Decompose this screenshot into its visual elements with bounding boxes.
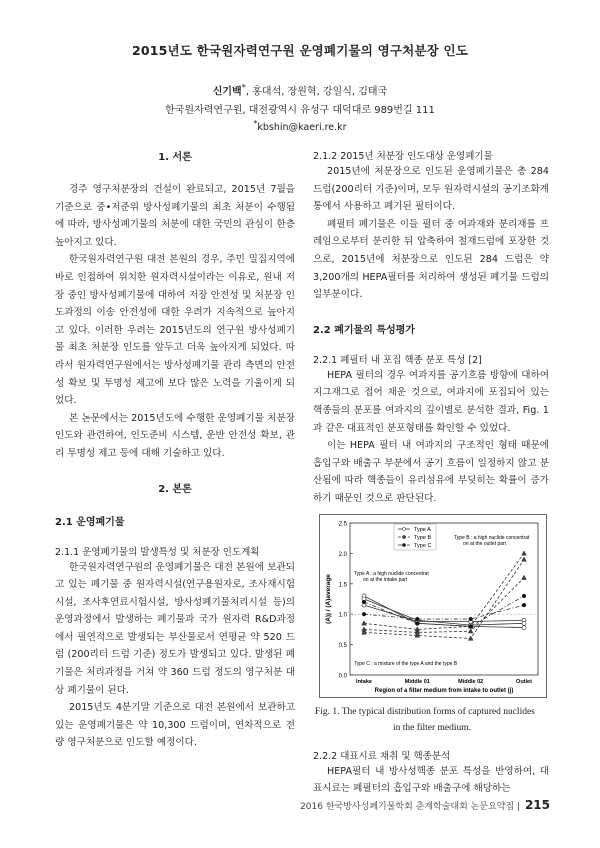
y-axis-label: (A)j / (A)average <box>325 573 332 624</box>
x-axis-label: Region of a filter medium from intake to outlet (j) <box>374 687 514 694</box>
x-tick-label: Middle 01 <box>404 678 430 685</box>
paragraph: 경주 영구처분장의 건설이 완료되고, 2015년 7월을 기준으로 중•저준위 방사성폐기물의 최초 처분이 수행됨에 따라, 방사성폐기물의 처분에 대한 국민의 관심이 한층 높아지고 있다. <box>55 184 295 248</box>
subsection-heading: 2.2 폐기물의 특성평가 <box>313 324 415 336</box>
left-column <box>55 148 295 752</box>
x-tick-label: Middle 02 <box>458 678 484 685</box>
data-point <box>469 617 473 621</box>
data-point <box>416 621 420 625</box>
data-point <box>522 603 526 607</box>
x-tick-label: Intake <box>356 678 372 685</box>
data-point <box>362 600 366 604</box>
y-tick-label: 1.5 <box>338 581 347 588</box>
annotation-type-b-cont: on at the outlet part <box>463 540 507 547</box>
data-point <box>522 594 526 598</box>
affiliation: 한국원자력연구원, 대전광역시 유성구 대덕대로 989번길 111 <box>165 105 435 116</box>
legend-label: Type B <box>414 534 432 541</box>
email: *kbshin@kaeri.re.kr <box>253 119 347 134</box>
annotation-type-b: Type B : a high nuclide concentrat <box>454 534 530 541</box>
y-tick-label: 2.5 <box>338 521 347 527</box>
paragraph: 2015년도 4분기말 기준으로 대전 본원에서 보관하고 있는 운영폐기물은 약 10,300 드럼이며, 연차적으로 전량 영구처분으로 인도할 예정이다. <box>55 702 295 749</box>
y-tick-label: 0.0 <box>338 673 347 679</box>
first-author: 신기백 <box>212 86 242 98</box>
x-tick-label: Outlet <box>516 678 532 685</box>
data-point <box>416 617 420 621</box>
other-authors: , 홍대석, 장원혁, 강일식, 김태국 <box>245 86 388 98</box>
legend-marker <box>402 527 405 530</box>
data-point <box>469 624 473 628</box>
figure-caption-line1: Fig. 1. The typical distribution forms of captured nuclides <box>315 706 535 717</box>
paragraph: 한국원자력연구원 대전 본원의 경우, 주민 밀집지역에 바로 인접하여 위치한 원자력시설이라는 이유로, 원내 저장 중인 방사성폐기물에 대하여 저장 안전성 및 처분장 인도과정의 이송 안전성에 대한 우려가 지속적으로 높아지고 있다. 이러한 우려는 2015년도의 연구원 방사성폐기물 최초 처분장 인도를 앞두고 더욱 높아지게 되었다. 따라서 원자력연구원에서는 방사성폐기물 관리 측면의 안전성 확보 및 투명성 제고에 보다 많은 노력을 기울이게 되었다. <box>55 254 295 407</box>
figure-1-chart <box>319 514 547 698</box>
paragraph: 폐필터 폐기물은 이들 필터 중 여과재와 분리재를 프레임으로부터 분리한 뒤 압축하여 철재드럼에 포장한 것으로, 2015년에 처분장으로 인도된 284 드럼은 약 3,200개의 HEPA필터를 처리하여 생성된 폐기물 드럼의 일부분이다. <box>313 218 549 301</box>
paragraph: 본 논문에서는 2015년도에 수행한 운영폐기물 처분장 인도와 관련하여, 인도준비 시스템, 운반 안전성 확보, 관리 투명성 제고 등에 대해 기술하고 있다. <box>55 412 295 459</box>
page-number: 215 <box>524 798 550 812</box>
paragraph: 2015년에 처분장으로 인도된 운영폐기물은 총 284 드럼(200리터 기준)이며, 모두 원자력시설의 공기조화계통에서 사용하고 폐기된 필터이다. <box>313 166 549 213</box>
footer-separator: | <box>517 802 521 812</box>
y-tick-label: 0.5 <box>338 642 347 649</box>
y-tick-label: 1.0 <box>338 612 347 619</box>
paragraph: 한국원자력연구원의 운영폐기물은 대전 본원에 보관되고 있는 폐기물 중 원자력시설(연구용원자로, 조사재시험시설, 조사후연료시험시설, 방사성폐기물처리시설 등)의 운영과정에서 발생하는 폐기물과 국가 원자력 R&D과정에서 필연적으로 발생되는 부산물로서 연평균 약 520 드럼 (200리터 드럼 기준) 정도가 발생되고 있다. 발생된 폐기물은 처리과정을 거쳐 약 360 드럼 정도의 영구처분 대상 폐기물이 된다. <box>55 561 295 696</box>
figure-caption-line2: in the filter medium. <box>392 722 472 733</box>
right-column <box>313 148 549 798</box>
figure-caption <box>313 704 549 736</box>
authors: 신기백*, 홍대석, 장원혁, 강일식, 김태국 <box>212 82 388 98</box>
paragraph: HEPA 필터의 경우 여과지를 공기흐름 방향에 대하여 지그재그로 접어 채운 것으로, 여과지에 포집되어 있는 핵종들의 분포를 여과지의 깊이별로 분석한 결과, Fig. 1과 같은 대표적인 분포형태를 확인할 수 있었다. <box>313 369 549 434</box>
data-point <box>362 612 366 616</box>
page-footer <box>300 798 550 812</box>
subsubsection-heading: 2.1.1 운영폐기물의 발생특성 및 처분장 인도계획 <box>55 546 260 558</box>
annotation-type-a: Type A : a high nuclide concentrat <box>354 570 429 577</box>
chart-svg <box>320 515 546 697</box>
subsection-heading: 2.1 운영폐기물 <box>55 516 125 528</box>
data-point <box>522 621 526 625</box>
legend-marker <box>402 535 405 538</box>
email-address: kbshin@kaeri.re.kr <box>257 122 347 134</box>
data-point <box>522 625 526 629</box>
subsubsection-heading: 2.2.2 대표시료 채취 및 핵종분석 <box>313 750 451 762</box>
y-tick-label: 2.0 <box>338 551 347 558</box>
section-introduction-heading: 1. 서론 <box>158 152 192 163</box>
annotation-type-a-cont: on at the intake part <box>363 576 408 583</box>
paragraph: 이는 HEPA 필터 내 여과지의 구조적인 형태 때문에 흡입구와 배출구 부분에서 공기 흐름이 일정하지 않고 분산됨에 따라 핵종들이 유리섬유에 부딪히는 확률이 증가하기 때문인 것으로 판단된다. <box>313 440 549 504</box>
subsubsection-heading: 2.1.2 2015년 처분장 인도대상 운영폐기물 <box>313 151 493 162</box>
section-body-heading: 2. 본론 <box>158 483 192 495</box>
paragraph: HEPA필터 내 방사성핵종 분포 특성을 반영하여, 대표시료는 폐필터의 흡입구와 배출구에 해당하는 <box>313 765 549 795</box>
plot-area <box>350 523 538 675</box>
paper-title: 2015년도 한국원자력연구원 운영폐기물의 영구처분장 인도 <box>131 43 469 58</box>
legend-label: Type A <box>414 526 431 533</box>
subsubsection-heading: 2.2.1 폐필터 내 포집 핵종 분포 특성 [2] <box>313 354 482 366</box>
annotation-type-c: Type C : a mixture of the type A and the type B <box>354 660 458 667</box>
legend-marker <box>402 543 405 546</box>
legend-label: Type C <box>414 542 432 549</box>
footer-text: 2016 한국방사성폐기물학회 춘계학술대회 논문요약집 <box>300 802 515 812</box>
